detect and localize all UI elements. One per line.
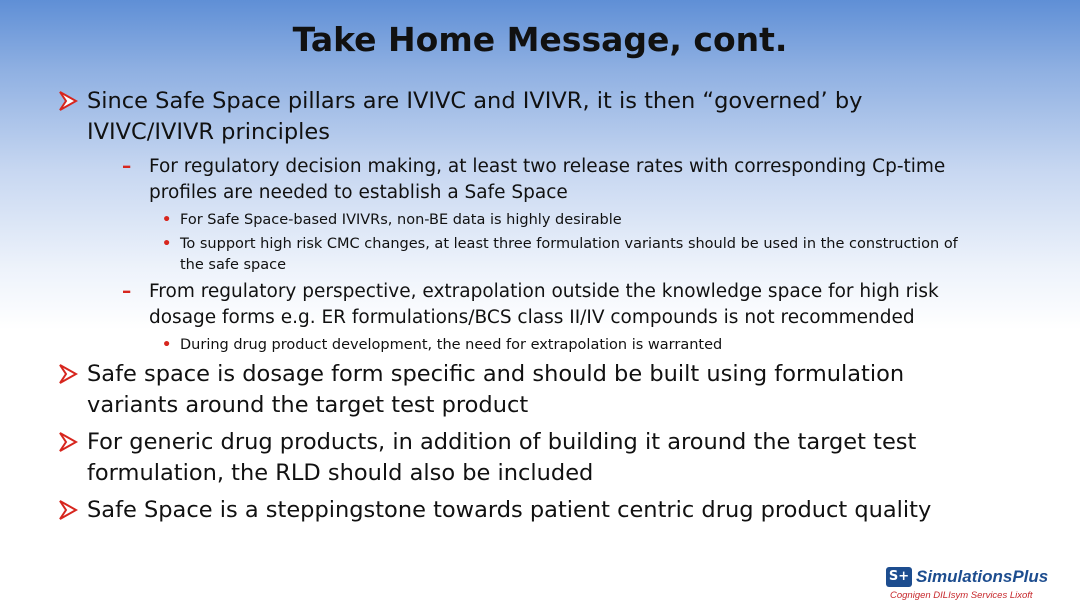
logo-mark-icon: S+	[886, 567, 912, 587]
sub-list-item-text: For regulatory decision making, at least two release rates with corresponding Cp-time profiles are needed to establish a Safe Space	[149, 156, 946, 203]
list-item-text: Safe Space is a steppingstone towards patient centric drug product quality	[87, 497, 932, 523]
sub-list-item-text: From regulatory perspective, extrapolation outside the knowledge space for high risk dosage forms e.g. ER formulations/BCS class II/IV compounds is not recommended	[149, 281, 939, 328]
sub-sub-list-item	[158, 234, 958, 276]
list-item-text: Since Safe Space pillars are IVIVC and IVIVR, it is then “governed’ by IVIVC/IVIVR principles	[87, 88, 863, 145]
simulations-plus-logo	[886, 566, 1068, 602]
sub-sub-list-item	[158, 335, 958, 356]
bullet-dot-icon: •	[162, 236, 172, 252]
outlined-arrowhead-icon	[58, 90, 78, 112]
logo-name: SimulationsPlus	[916, 567, 1049, 586]
dash-icon: –	[122, 281, 132, 302]
bullet-list	[58, 86, 958, 532]
logo-subtitle: Cognigen DILIsym Services Lixoft	[890, 590, 1033, 601]
sub-sub-list-item-text: During drug product development, the need for extrapolation is warranted	[180, 337, 723, 353]
list-item	[58, 86, 958, 148]
sub-list-item	[122, 279, 958, 331]
sub-sub-list-item	[158, 210, 958, 231]
sub-sub-list-item-text: For Safe Space-based IVIVRs, non-BE data is highly desirable	[180, 212, 622, 228]
outlined-arrowhead-icon	[58, 363, 78, 385]
list-item	[58, 359, 958, 421]
list-item-text: For generic drug products, in addition of building it around the target test formulation, the RLD should also be included	[87, 429, 917, 486]
page-title: Take Home Message, cont.	[292, 20, 788, 59]
outlined-arrowhead-icon	[58, 499, 78, 521]
list-item	[58, 495, 958, 526]
bullet-dot-icon: •	[162, 212, 172, 228]
bullet-dot-icon: •	[162, 337, 172, 353]
list-item	[58, 427, 958, 489]
outlined-arrowhead-icon	[58, 431, 78, 453]
sub-sub-list-item-text: To support high risk CMC changes, at least three formulation variants should be used in the construction of the safe space	[180, 236, 958, 273]
dash-icon: –	[122, 156, 132, 177]
sub-list-item	[122, 154, 958, 206]
list-item-text: Safe space is dosage form specific and should be built using formulation variants around the target test product	[87, 361, 905, 418]
